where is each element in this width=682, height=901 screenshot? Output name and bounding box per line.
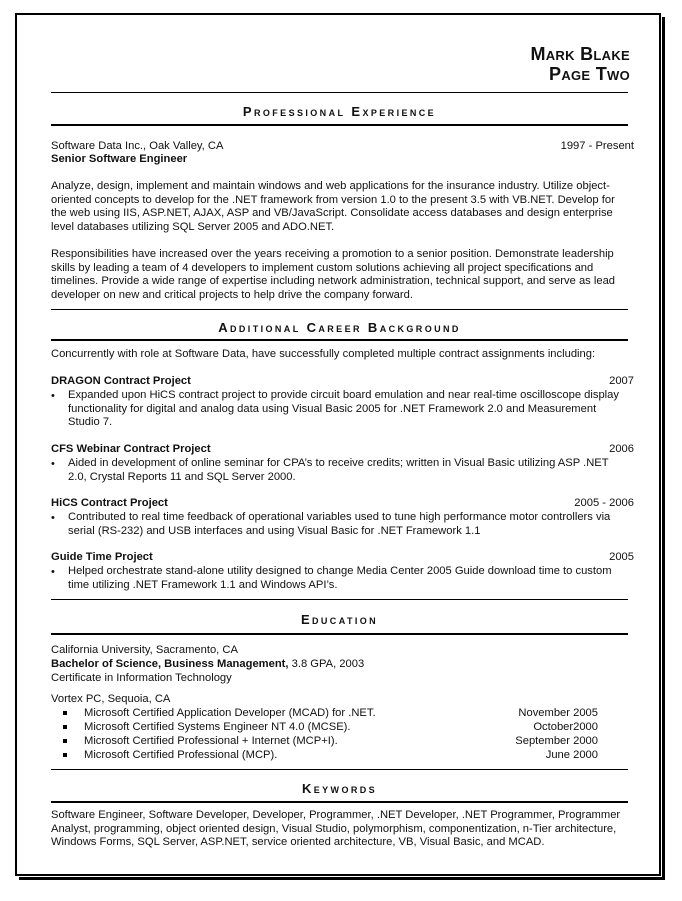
square-bullet-icon [63,711,67,715]
project-year: 2005 - 2006 [574,497,634,509]
certification-name: Microsoft Certified Systems Engineer NT 4.0 (MCSE). [84,721,351,733]
degree-line [51,658,364,672]
gpa: 3.8 GPA, 2003 [288,658,365,670]
certification-date: September 2000 [515,735,598,747]
training-provider: Vortex PC, Sequoia, CA [51,693,171,705]
experience-paragraph-1: Analyze, design, implement and maintain windows and web applications for the insurance industry. Utilize object-oriented concepts to develop for the .NET framework from version 1.0 to the present 3.5 with VB.NET. Develop for the web using IIS, ASP.NET, AJAX, ASP and VB/JavaScript. Consolidate access databases and design enterprise level databases utilizing SQL Server 2005 and ADO.NET. [51,180,615,233]
section-title-experience: Professional Experience [242,104,437,119]
section-rule [51,633,628,635]
project-year: 2007 [609,375,634,387]
section-title-keywords: Keywords [301,781,378,796]
bullet-icon: • [51,566,55,578]
company-name: Software Data Inc., Oak Valley, CA [51,140,224,152]
project-name: CFS Webinar Contract Project [51,443,211,455]
section-rule [51,309,628,310]
project-year: 2005 [609,551,634,563]
job-title: Senior Software Engineer [51,153,188,165]
section-rule [51,339,628,341]
certification-name: Microsoft Certified Professional + Internet (MCP+I). [84,735,338,747]
square-bullet-icon [63,753,67,757]
header-name-block [530,44,630,84]
section-title-career: Additional Career Background [218,320,461,335]
keywords-text: Software Engineer, Software Developer, Developer, Programmer, .NET Developer, .NET Programmer, Programmer Analyst, programming, object oriented design, Visual Studio, polymorphism, componentization, n-Tier architecture, Windows Forms, SQL Server, ASP.NET, service oriented architecture, VB, Visual Basic, and MCAD. [51,809,621,849]
school-name: California University, Sacramento, CA [51,644,238,656]
project-description: Aided in development of online seminar for CPA’s to receive credits; written in Visual Basic utilizing ASP .NET 2.0, Crystal Reports 11 and SQL Server 2000. [68,457,609,483]
project-name: Guide Time Project [51,551,153,563]
square-bullet-icon [63,739,67,743]
certification-name: Microsoft Certified Professional (MCP). [84,749,278,761]
header-divider [51,92,628,93]
square-bullet-icon [63,725,67,729]
project-year: 2006 [609,443,634,455]
certificate: Certificate in Information Technology [51,672,232,684]
section-rule [51,599,628,600]
section-rule [51,124,628,126]
project-name: HiCS Contract Project [51,497,168,509]
project-name: DRAGON Contract Project [51,375,191,387]
bullet-icon: • [51,390,55,402]
experience-paragraph-2: Responsibilities have increased over the years receiving a promotion to a senior position. Demonstrate leadership skills by leading a team of 4 developers to implement custom solutions achieving all project specifications and timelines. Provide a wide range of expertise including network administration, technical support, and serve as lead developer on new and critical projects to help drive the company forward. [51,248,616,301]
certification-date: June 2000 [545,749,598,761]
bullet-icon: • [51,458,55,470]
project-description: Expanded upon HiCS contract project to provide circuit board emulation and near real-time oscilloscope display functionality for digital and analog data using Visual Basic 2005 for .NET Framework 2.0 and Measurement Studio 7. [68,389,619,429]
certification-date: November 2005 [518,707,598,719]
project-description: Contributed to real time feedback of operational variables used to tune high performance motor controllers via serial (RS-232) and USB interfaces and using Visual Basic for .NET Framework 1.1 [68,511,611,537]
section-rule [51,769,628,770]
employment-dates: 1997 - Present [560,140,634,152]
section-title-education: Education [300,612,379,627]
certification-date: October2000 [533,721,598,733]
career-intro: Concurrently with role at Software Data, have successfully completed multiple contract assignments including: [51,348,596,360]
degree: Bachelor of Science, Business Management, [51,658,289,670]
certification-name: Microsoft Certified Application Developer (MCAD) for .NET. [84,707,376,719]
section-rule [51,801,628,803]
project-description: Helped orchestrate stand-alone utility designed to change Media Center 2005 Guide download time to custom time utilizing .NET Framework 1.1 and Windows API’s. [68,565,612,591]
candidate-name: Mark Blake [530,44,630,64]
bullet-icon: • [51,512,55,524]
page-label: Page Two [549,64,630,84]
